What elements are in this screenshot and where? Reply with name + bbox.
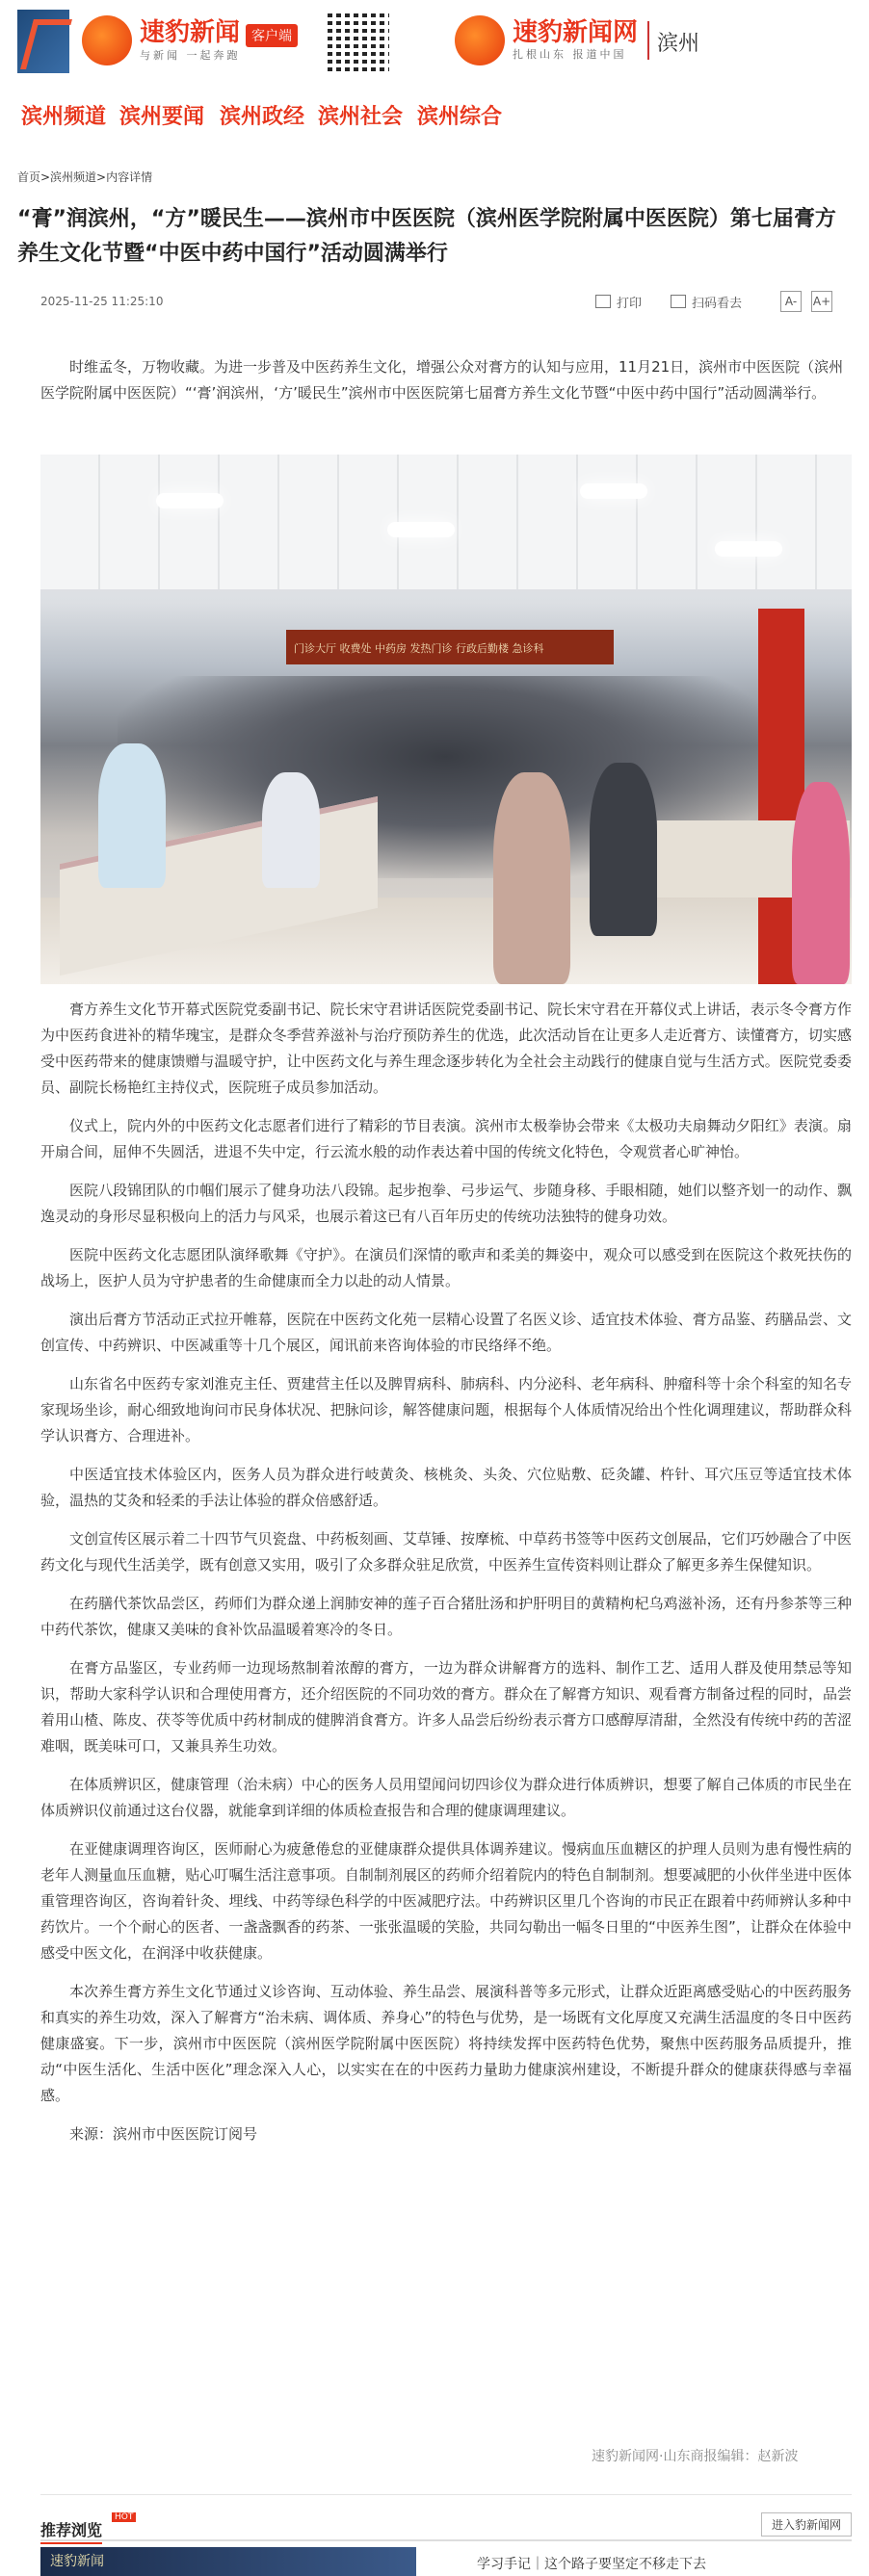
article-paragraph: 膏方养生文化节开幕式医院党委副书记、院长宋守君讲话医院党委副书记、院长宋守君在开幕仪式上讲话，表示冬令膏方作为中医药食进补的精华瑰宝，是群众冬季营养滋补与治疗预防养生的优选，此次活动旨在让更多人走近膏方、读懂膏方，切实感受中医药带来的健康馈赠与温暖守护，让中医药文化与养生理念逐步转化为全社会主动践行的健康自觉与生活方式。医院党委委员、副院长杨艳红主持仪式，医院班子成员参加活动。: [40, 1001, 852, 1096]
photo-person: [792, 782, 850, 984]
print-label: 打印: [617, 296, 643, 311]
article-paragraph: 在亚健康调理咨询区，医师耐心为疲惫倦怠的亚健康群众提供具体调养建议。慢病血压血糖区的护理人员则为患有慢性病的老年人测量血压血糖，贴心叮嘱生活注意事项。自制制剂展区的药师介绍着院内的特色自制制剂。想要减肥的小伙伴坐进中医体重管理咨询区，咨询着针灸、埋线、中药等绿色科学的中医减肥疗法。中药辨识区里几个咨询的市民正在跟着中药师辨认多种中药饮片。一个个耐心的医者、一盏盏飘香的药茶、一张张温暖的笑脸，共同勾勒出一幅冬日里的“中医养生图”，让群众在体验中感受中医文化，在润泽中收获健康。: [40, 1840, 852, 1962]
font-decrease-button[interactable]: A-: [780, 291, 802, 312]
leopard-logo-icon: [455, 15, 505, 65]
channel-nav: [0, 89, 869, 139]
ceiling-light: [715, 541, 782, 557]
hallway-sign: [286, 630, 614, 664]
brand-right-name: 速豹新闻网: [513, 18, 639, 47]
nav-item-binzhou-news[interactable]: 滨州要闻: [119, 105, 205, 129]
article-editor: 速豹新闻网·山东商报编辑：赵新波: [592, 2449, 799, 2464]
article-title: “膏”润滨州，“方”暖民生——滨州市中医医院（滨州医学院附属中医医院）第七届膏方养生文化节暨“中医中药中国行”活动圆满举行: [17, 207, 836, 266]
leopard-logo-icon: [82, 15, 132, 65]
article-paragraph: 医院中医药文化志愿团队演绎歌舞《守护》。在演员们深情的歌声和柔美的舞姿中，观众可以感受到在医院这个救死扶伤的战场上，医护人员为守护患者的生命健康而全力以赴的动人情景。: [40, 1246, 852, 1289]
qr-scan-icon: [671, 295, 686, 308]
photo-person: [98, 743, 166, 888]
article-paragraph: 本次养生膏方养生文化节通过义诊咨询、互动体验、养生品尝、展演科普等多元形式，让群众近距离感受贴心的中医药服务和真实的养生功效，深入了解膏方“治未病、调体质、养身心”的特色与优势，是一场既有文化厚度又充满生活温度的冬日中医药健康盛宴。下一步，滨州市中医医院（滨州医学院附属中医医院）将持续发挥中医药特色优势，聚焦中医药服务品质提升，推动“中医生活化、生活中医化”理念深入人心，以实实在在的中医药力量助力健康滨州建设，不断提升群众的健康获得感与幸福感。: [40, 1983, 852, 2104]
nav-item-binzhou-politics[interactable]: 滨州政经: [220, 105, 305, 129]
divider: [647, 21, 649, 60]
nav-item-binzhou-society[interactable]: 滨州社会: [318, 105, 404, 129]
share-button[interactable]: [671, 293, 742, 311]
divider: [40, 2494, 852, 2495]
ceiling-light: [580, 483, 647, 499]
brand-right[interactable]: [455, 12, 638, 69]
photo-person: [493, 772, 570, 984]
recommend-link[interactable]: 学习手记｜这个路子要坚定不移走下去: [477, 2557, 706, 2572]
photo-person: [262, 772, 320, 888]
ceiling-light: [156, 493, 224, 508]
article-paragraph: 中医适宜技术体验区内，医务人员为群众进行岐黄灸、核桃灸、头灸、穴位贴敷、砭灸罐、杵针、耳穴压豆等适宜技术体验，温热的艾灸和轻柔的手法让体验的群众倍感舒适。: [40, 1466, 852, 1509]
publish-date: 2025-11-25 11:25:10: [40, 295, 164, 308]
article-paragraph: 在体质辨识区，健康管理（治未病）中心的医务人员用望闻问切四诊仪为群众进行体质辨识，想要了解自己体质的市民坐在体质辨识仪前通过这台仪器，就能拿到详细的体质检查报告和合理的健康调理建议。: [40, 1776, 852, 1819]
enter-site-button[interactable]: 进入豹新闻网: [761, 2512, 852, 2537]
recommend-header: [40, 2512, 852, 2541]
article-paragraph: 在膏方品鉴区，专业药师一边现场熬制着浓醇的膏方，一边为群众讲解膏方的选料、制作工艺、适用人群及使用禁忌等知识，帮助大家科学认识和合理使用膏方，还介绍医院的不同功效的膏方。群众在了解膏方知识、观看膏方制备过程的同时，品尝着用山楂、陈皮、茯苓等优质中药材制成的健脾消食膏方。许多人品尝后纷纷表示膏方口感醇厚清甜，全然没有传统中药的苦涩难咽，既美味可口，又兼具养生功效。: [40, 1659, 852, 1755]
article-lede: 时维孟冬，万物收藏。为进一步普及中医药养生文化，增强公众对膏方的认知与应用，11月21日，滨州市中医医院（滨州医学院附属中医医院）“‘膏’润滨州，‘方’暖民生”滨州市中医医院第七届膏方养生文化节暨“中医中药中国行”活动圆满举行。: [40, 358, 844, 402]
share-label: 扫码看去: [692, 296, 743, 311]
hot-badge: HOT: [112, 2512, 136, 2522]
city-name: 滨州: [657, 32, 700, 56]
recommend-thumbnail[interactable]: 速豹新闻: [40, 2547, 416, 2576]
article-paragraph: 文创宣传区展示着二十四节气贝瓷盘、中药板刻画、艾草锤、按摩梳、中草药书签等中医药文创展品，它们巧妙融合了中医药文化与现代生活美学，既有创意又实用，吸引了众多群众驻足欣赏，中医养生宣传资料则让群众了解更多养生保健知识。: [40, 1530, 852, 1574]
brand-name: 速豹新闻: [140, 17, 241, 47]
printer-icon: [595, 295, 611, 308]
client-badge[interactable]: 客户端: [246, 24, 298, 47]
article-paragraph: 演出后膏方节活动正式拉开帷幕，医院在中医药文化苑一层精心设置了名医义诊、适宜技术体验、膏方品鉴、药膳品尝、文创宣传、中药辨识、中医减重等十几个展区，闻讯前来咨询体验的市民络绎不绝。: [40, 1311, 852, 1354]
article-paragraph: 仪式上，院内外的中医药文化志愿者们进行了精彩的节目表演。滨州市太极拳协会带来《太极功夫扇舞动夕阳红》表演。扇开扇合间，屈伸不失圆活，进退不失中定，行云流水般的动作表达着中国的传统文化特色，令观赏者心旷神怡。: [40, 1117, 852, 1160]
site-logo-icon[interactable]: [17, 10, 69, 73]
site-header: [0, 0, 869, 87]
nav-item-binzhou-channel[interactable]: 滨州频道: [21, 105, 107, 129]
article-paragraph: 在药膳代茶饮品尝区，药师们为群众递上润肺安神的莲子百合猪肚汤和护肝明目的黄精枸杞乌鸡滋补汤，还有丹参茶等三种中药代茶饮，健康又美味的食补饮品温暖着寒冷的冬日。: [40, 1595, 852, 1638]
article-tools: [595, 291, 832, 312]
article-body: [40, 997, 852, 2160]
brand-slogan: 与新闻 一起奔跑: [140, 48, 241, 62]
nav-item-binzhou-general[interactable]: 滨州综合: [417, 105, 503, 129]
ceiling-light: [387, 522, 455, 537]
photo-person: [590, 763, 657, 936]
brand-right-slogan: 扎根山东 报道中国: [513, 48, 627, 61]
recommend-label: 推荐浏览: [40, 2518, 102, 2544]
article-photo: [40, 455, 852, 984]
brand-left[interactable]: [82, 12, 298, 69]
font-increase-button[interactable]: A+: [811, 291, 832, 312]
article-source: 来源：滨州市中医医院订阅号: [69, 2125, 258, 2143]
breadcrumb[interactable]: 首页>滨州频道>内容详情: [17, 170, 153, 184]
hallway-sign-text: 门诊大厅 收费处 中药房 发热门诊 行政后勤楼 急诊科: [294, 642, 544, 655]
article-paragraph: 山东省名中医药专家刘淮克主任、贾建营主任以及脾胃病科、肺病科、内分泌科、老年病科、肿瘤科等十余个科室的知名专家现场坐诊，耐心细致地询问市民身体状况、把脉问诊，解答健康问题，根据每个人体质情况给出个性化调理建议，帮助群众科学认识膏方、合理进补。: [40, 1375, 852, 1444]
article-paragraph: 医院八段锦团队的巾帼们展示了健身功法八段锦。起步抱拳、弓步运气、步随身移、手眼相随，她们以整齐划一的动作、飘逸灵动的身形尽显积极向上的活力与风采，也展示着这已有八百年历史的传统功法独特的健身功效。: [40, 1182, 852, 1225]
qr-code-icon: [328, 10, 389, 71]
print-button[interactable]: [595, 293, 642, 311]
